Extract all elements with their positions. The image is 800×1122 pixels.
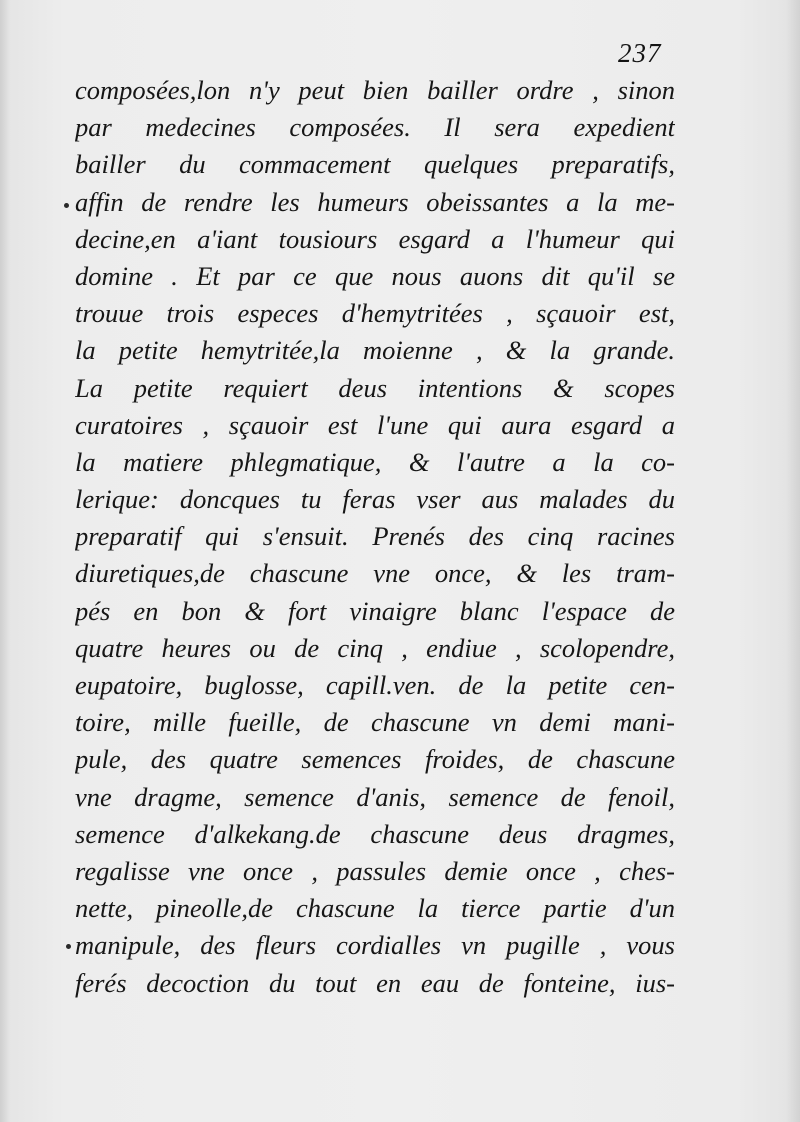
text-line: composées,lon n'y peut bien bailler ordre , sinon [75, 75, 675, 105]
text-line: semence d'alkekang.de chascune deus dragmes, [75, 818, 675, 849]
text-line: bailler du commacement quelques preparatifs, [75, 149, 675, 180]
text-line: trouue trois especes d'hemytritées , sçauoir est, [75, 298, 675, 329]
text-line: par medecines composées. Il sera expedient [75, 112, 675, 143]
text-line: manipule, des fleurs cordialles vn pugille , vous [75, 930, 675, 961]
text-line: eupatoire, buglosse, capill.ven. de la petite cen- [75, 670, 675, 700]
text-line: lerique: doncques tu feras vser aus malades du [75, 484, 675, 515]
text-line: affin de rendre les humeurs obeissantes a la me- [75, 186, 675, 217]
text-line: quatre heures ou de cinq , endiue , scolopendre, [75, 632, 675, 663]
text-line: curatoires , sçauoir est l'une qui aura esgard a [75, 409, 675, 440]
text-line: la petite hemytritée,la moienne , & la grande. [75, 335, 675, 366]
text-line: domine . Et par ce que nous auons dit qu'il se [75, 260, 675, 291]
page-left-shadow [0, 0, 10, 1122]
text-line: pule, des quatre semences froides, de chascune [75, 744, 675, 775]
text-line: la matiere phlegmatique, & l'autre a la co- [75, 446, 675, 477]
text-line: ferés decoction du tout en eau de fonteine, ius- [75, 967, 675, 998]
text-line: preparatif qui s'ensuit. Prenés des cinq racines [75, 521, 675, 552]
margin-mark [64, 203, 69, 208]
text-line: toire, mille fueille, de chascune vn demi mani- [75, 707, 675, 738]
text-line: vne dragme, semence d'anis, semence de fenoil, [75, 781, 675, 812]
text-line: decine,en a'iant tousiours esgard a l'humeur qui [75, 223, 675, 254]
text-line: diuretiques,de chascune vne once, & les tram- [75, 558, 675, 589]
body-text [75, 72, 675, 1002]
text-line: La petite requiert deus intentions & scopes [75, 372, 675, 403]
text-line: nette, pineolle,de chascune la tierce partie d'un [75, 893, 675, 924]
text-line: pés en bon & fort vinaigre blanc l'espace de [75, 595, 675, 626]
page-right-shadow [786, 0, 800, 1122]
margin-mark [66, 944, 71, 949]
text-line: regalisse vne once , passules demie once , ches- [75, 855, 675, 886]
page-number: 237 [618, 38, 662, 68]
